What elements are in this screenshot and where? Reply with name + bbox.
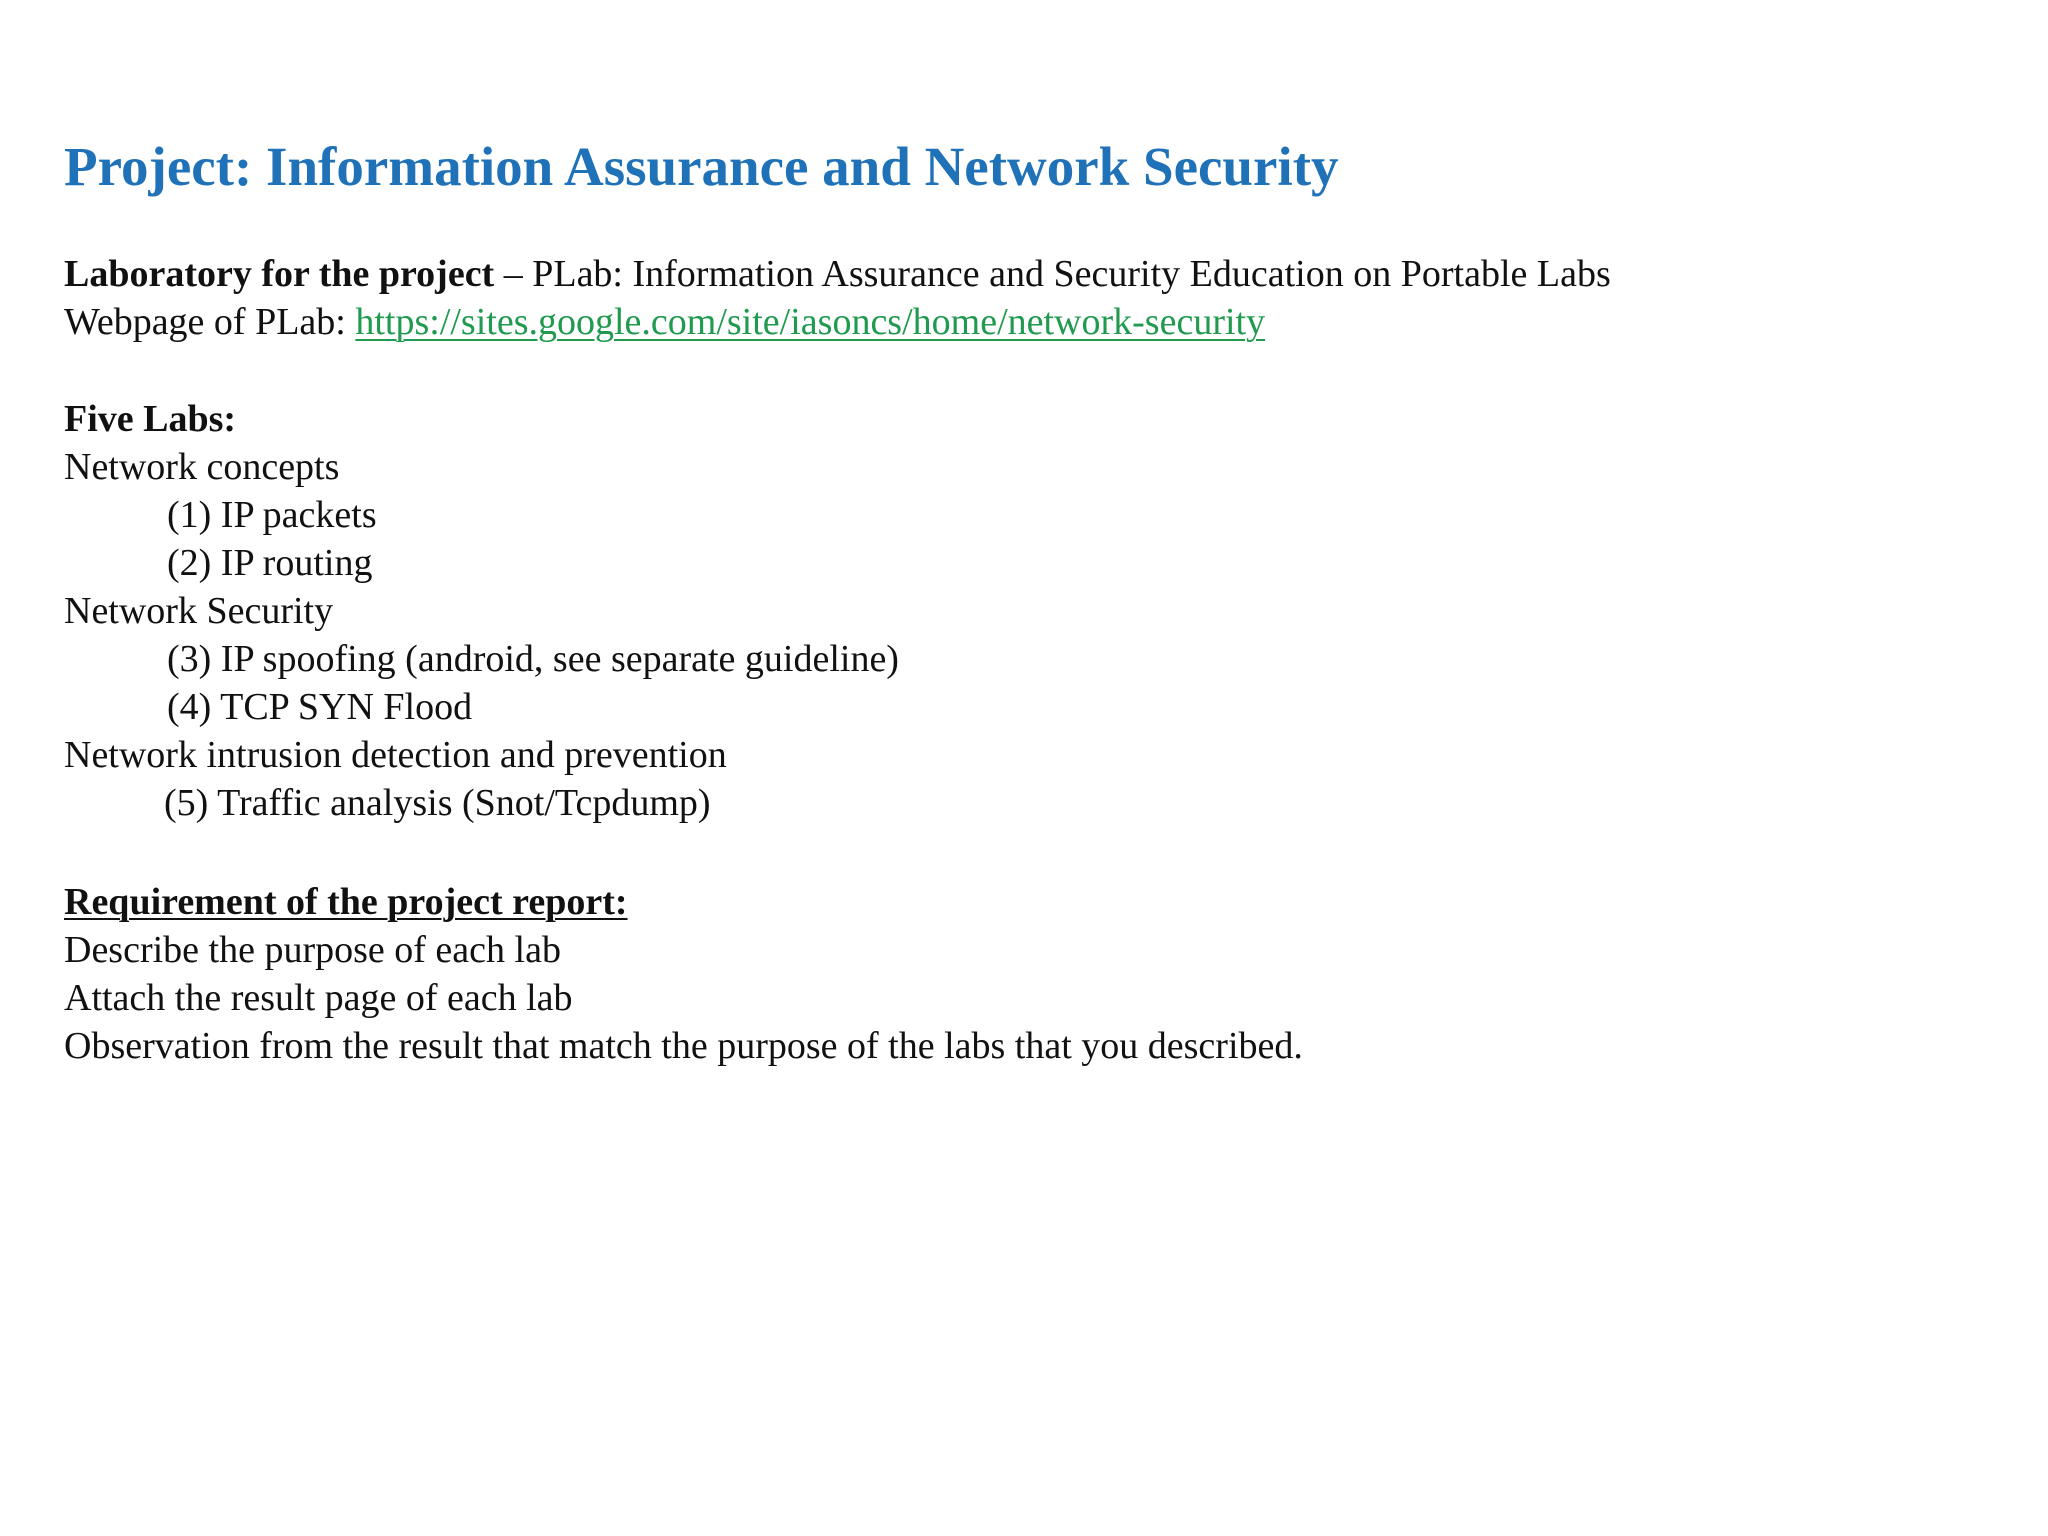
page-title: Project: Information Assurance and Network Security <box>64 136 1339 197</box>
webpage-label: Webpage of PLab: <box>64 301 356 343</box>
lab-group-intrusion-detection: Network intrusion detection and prevention <box>64 734 727 776</box>
lab-item-ip-packets: (1) IP packets <box>167 494 377 536</box>
requirement-item: Observation from the result that match the purpose of the labs that you described. <box>64 1025 1303 1067</box>
lab-group-network-security: Network Security <box>64 590 334 632</box>
webpage-link[interactable]: https://sites.google.com/site/iasoncs/home/network-security <box>355 301 1266 343</box>
lab-item-ip-routing: (2) IP routing <box>167 542 373 584</box>
lab-item-tcp-syn-flood: (4) TCP SYN Flood <box>167 686 473 728</box>
laboratory-description: PLab: Information Assurance and Security Education on Portable Labs <box>532 253 1611 295</box>
laboratory-separator: – <box>494 253 533 295</box>
lab-item-ip-spoofing: (3) IP spoofing (android, see separate guideline) <box>167 638 899 680</box>
labs-heading: Five Labs: <box>64 398 237 440</box>
webpage-line <box>64 298 1611 346</box>
laboratory-section <box>64 250 1611 346</box>
lab-item-traffic-analysis: (5) Traffic analysis (Snot/Tcpdump) <box>164 782 711 824</box>
requirements-heading: Requirement of the project report: <box>64 881 628 923</box>
requirement-item: Describe the purpose of each lab <box>64 929 561 971</box>
laboratory-label: Laboratory for the project <box>64 253 495 295</box>
laboratory-line <box>64 250 1611 298</box>
requirement-item: Attach the result page of each lab <box>64 977 573 1019</box>
lab-group-network-concepts: Network concepts <box>64 446 340 488</box>
labs-section <box>64 395 899 827</box>
requirements-section <box>64 878 1303 1070</box>
